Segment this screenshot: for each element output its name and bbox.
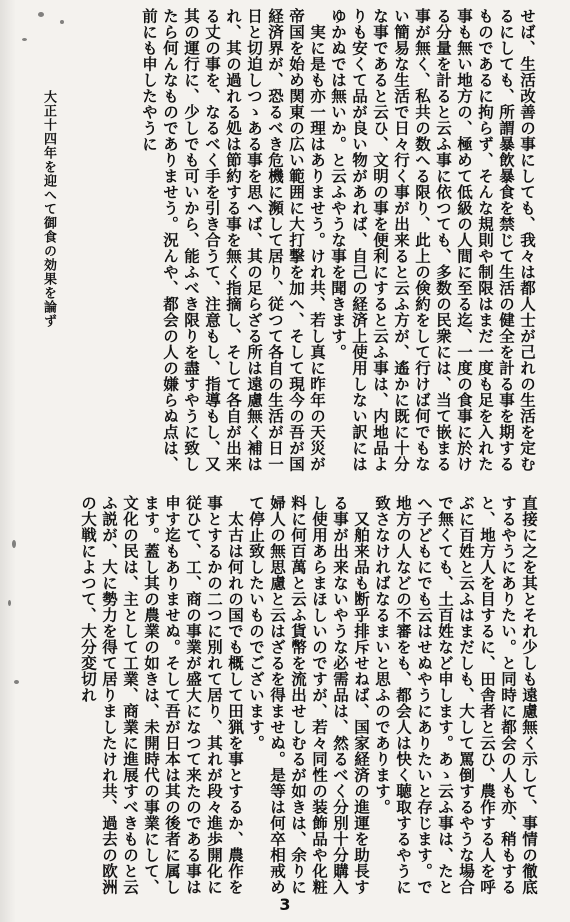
- side-title: 大正十四年を迎へて御食の効果を論ず: [41, 90, 56, 328]
- scan-speck: [8, 600, 11, 606]
- scan-speck: [12, 540, 16, 548]
- scan-speck: [22, 38, 27, 41]
- scan-speck: [38, 12, 44, 17]
- main-text-lower: 直接に之を其とそれ少しも遠慮無く示して、事情の徹底するやうにありたい。と同時に都会の人も亦、稍もすると、地方人を目するに、田舎者と云ひ、農作する人を呼ぶに百姓と云ふはまだしも、大して罵倒するやうな場合で無くても、土百姓など申します。あゝ云ふ事は、たとへ子どもにでも云はせぬやうにありたいと存じます。で地方の人などの不審をも、都会人は快く聴取するやうに致さなければなるまいと思ふのであります。 又舶来品も断乎排斥せねば、国家経済の進運を助長する事が出来ないやうな必需品は、然るべく分別十分購入し使用あらまほしいのですが、若々同性の装飾品や化粧料に何百萬と云ふ貨幣を流出せしむるが如きは、余りに婦人の無思慮と云はざるを得ませぬ。是等は何卒相戒めて停止致したいものでございます。 太古は何れの国でも概して田猟を事とするか、農作を事とするかの二つに別れて居り、其れが段々進歩開化に従ひて、工、商の事業が盛大になつて来たのである事は申す迄もありませぬ。そして吾が日本は其の後者に属します。蓋し其の農業の如きは、未開時代の事業にして、文化の民は、主として工業、商業に進展すべきものと云ふ説が、大に勢力を得て居りましたけれ共、過去の欧洲の大戦によつて、大分変切れ: [79, 495, 539, 895]
- scan-speck: [14, 680, 19, 684]
- spine-shadow: [0, 0, 16, 922]
- scan-speck: [60, 20, 64, 24]
- main-text-upper: せば、生活改善の事にしても、我々は都人士が己れの生活を定むるにしても、所謂暴飲暴食を禁じて生活の健全を計る事を期するものであるに拘らず、そんな規則や制限はまだ一度も足を入れた事も無い地方の、極めて低級の人間に至る迄、一度の食事に於ける分量を計ると云ふ事に依つても、多数の民衆には、当て嵌まる事が無く、私共の数へる限り、此上の倹約をして行けば何でもない簡易な生活で日々行く事が出来ると云ふ方が、遙かに既に十分な事であると云ひ、文明の事を便利にすると云ふ事は、内地品よりも安くて品が良い物があれば、自己の経済上使用しない訳にはゆかぬでは無いか。と云ふやうな事を聞きます。 実に是も亦一理はありませう。けれ共、若し真に昨年の天災が帝国を始め関東の広い範囲に大打撃を加へ、そして現今の吾が国経済界が、恐るべき危機に瀕して居り、従つて各自の生活が日一日と切迫しつゝある事を思へば、其の足らざる所は遠慮無く補はれ、其の過れる処は節約する事を無く指摘し、そして各自が出来る丈の事を、なるべく手を引き合うて、注意もし、指導もし、又其の運行に、少しでも可いから、能ふべき限りを盡すやうに致したら何んなものでありませう。況んや、都会の人の嫌らぬ点は、前にも申したやうに: [140, 8, 537, 472]
- page-number: 3: [279, 895, 291, 914]
